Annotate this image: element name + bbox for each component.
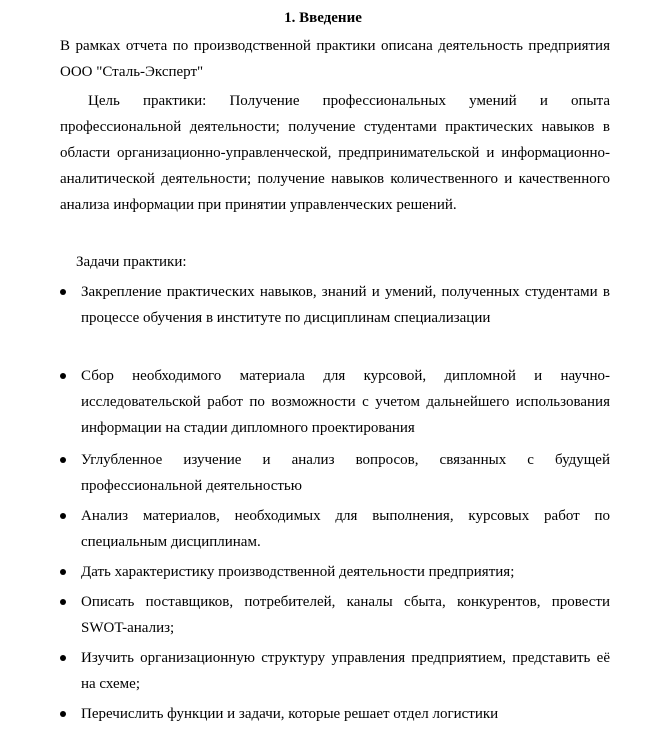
task-text: Изучить организационную структуру управления предприятием, представить её на схеме;	[81, 650, 610, 692]
task-text: Дать характеристику производственной деятельности предприятия;	[81, 564, 515, 580]
section-heading: 1. Введение	[284, 10, 362, 26]
bullet-icon	[60, 289, 66, 295]
bullet-icon	[60, 457, 66, 463]
bullet-icon	[60, 569, 66, 575]
task-text: Углубленное изучение и анализ вопросов, связанных с будущей профессиональной деятельностью	[81, 452, 610, 494]
intro-paragraph: В рамках отчета по производственной практики описана деятельность предприятия ООО "Сталь-Эксперт"	[60, 38, 610, 80]
bullet-icon	[60, 711, 66, 717]
bullet-icon	[60, 373, 66, 379]
task-text: Закрепление практических навыков, знаний и умений, полученных студентами в процессе обучения в институте по дисциплинам специализации	[81, 284, 610, 326]
bullet-icon	[60, 655, 66, 661]
task-text: Описать поставщиков, потребителей, каналы сбыта, конкурентов, провести SWOT-анализ;	[81, 594, 610, 636]
task-text: Сбор необходимого материала для курсовой, дипломной и научно-исследовательской работ по возможности с учетом дальнейшего использования информации на стадии дипломного проектирования	[81, 368, 610, 436]
tasks-label: Задачи практики:	[76, 254, 187, 270]
bullet-icon	[60, 599, 66, 605]
task-text: Перечислить функции и задачи, которые решает отдел логистики	[81, 706, 499, 722]
task-text: Анализ материалов, необходимых для выполнения, курсовых работ по специальным дисциплинам.	[81, 508, 610, 550]
goal-paragraph: Цель практики: Получение профессиональных умений и опыта профессиональной деятельности; получение студентами практических навыков в области организационно-управленческой, предпринимательской и информационно-аналитической деятельности; получение навыков количественного и качественного анализа информации при принятии управленческих решений.	[60, 93, 610, 213]
bullet-icon	[60, 513, 66, 519]
